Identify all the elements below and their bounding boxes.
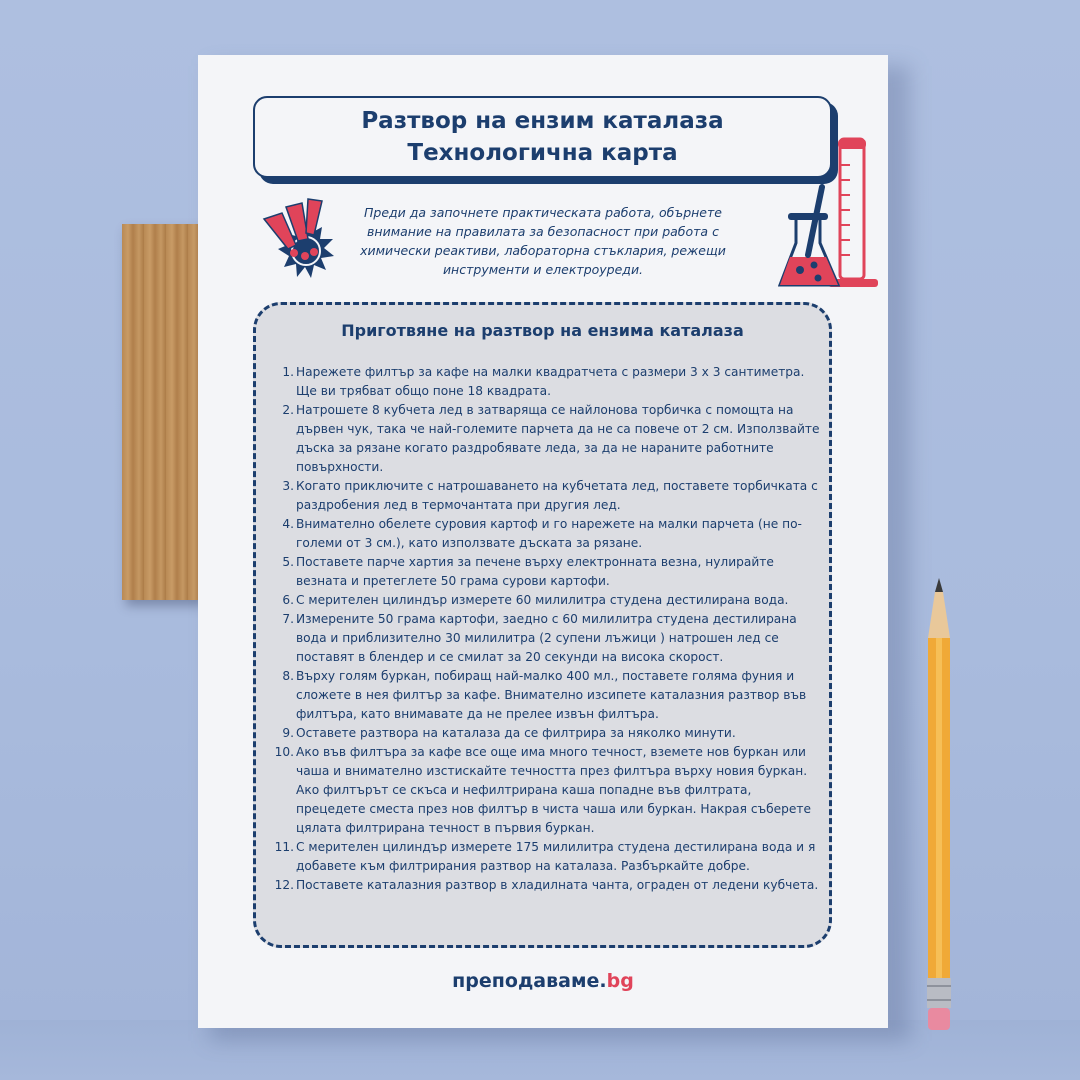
list-item <box>274 876 822 895</box>
list-item <box>274 363 822 401</box>
warning-burst-icon <box>256 195 356 295</box>
safety-intro: Преди да започнете практическата работа, обърнете внимание на правилата за безопасност при работа с химически реактиви, лабораторна стъклария, режещи инструменти и електроуреди. <box>360 205 726 277</box>
list-item <box>274 743 822 838</box>
step-number: 4. <box>282 517 294 531</box>
worksheet-page <box>198 55 888 1028</box>
step-text: Върху голям буркан, побиращ най-малко 400 мл., поставете голяма фуния и сложете в нея филтър за кафе. Внимателно изсипете каталазния разтвор във филтъра, като внимавате да не прелее извън филтъра. <box>296 669 807 721</box>
lab-glassware-icon <box>778 135 883 300</box>
brand-tld: bg <box>606 970 634 992</box>
procedure-steps <box>274 363 822 895</box>
step-text: Внимателно обелете суровия картоф и го нарежете на малки парчета (не по-големи от 3 см.), като използвате дъската за рязане. <box>296 517 802 550</box>
step-text: С мерителен цилиндър измерете 60 милилитра студена дестилирана вода. <box>296 593 789 607</box>
brand-logo <box>198 970 888 992</box>
step-text: Поставете каталазния разтвор в хладилната чанта, ограден от ледени кубчета. <box>296 878 819 892</box>
step-text: С мерителен цилиндър измерете 175 милилитра студена дестилирана вода и я добавете към филтрирания разтвор на каталаза. Разбъркайте добре. <box>296 840 816 873</box>
list-item <box>274 553 822 591</box>
step-number: 1. <box>282 365 294 379</box>
page-subtitle: Технологична карта <box>407 140 678 166</box>
step-number: 5. <box>282 555 294 569</box>
step-number: 9. <box>282 726 294 740</box>
list-item <box>274 667 822 724</box>
step-number: 2. <box>282 403 294 417</box>
step-text: Оставете разтвора на каталаза да се филтрира за няколко минути. <box>296 726 736 740</box>
pencil-icon <box>924 578 954 1033</box>
page-title: Разтвор на ензим каталаза <box>361 108 724 134</box>
list-item <box>274 515 822 553</box>
brand-name: преподаваме. <box>452 970 607 992</box>
step-text: Ако във филтъра за кафе все още има много течност, вземете нов буркан или чаша и внимателно изстискайте течността през филтъра върху новия буркан. Ако филтърът се скъса и нефилтрирана каша попадне във филтрата, прецедете сместа през нов филтър в чиста чаша или буркан. Накрая съберете цялата филтрирана течност в първия буркан. <box>296 745 811 835</box>
step-number: 10. <box>274 745 294 759</box>
list-item <box>274 591 822 610</box>
list-item <box>274 610 822 667</box>
step-text: Когато приключите с натрошаването на кубчетата лед, поставете торбичката с раздробения лед в термочантата при другия лед. <box>296 479 818 512</box>
step-text: Измерените 50 грама картофи, заедно с 60 милилитра студена дестилирана вода и приблизително 30 милилитра (2 супени лъжици ) натрошен лед се поставят в блендер и се смилат за 20 секунди на висока скорост. <box>296 612 797 664</box>
list-item <box>274 838 822 876</box>
step-number: 8. <box>282 669 294 683</box>
wooden-block <box>122 224 202 600</box>
title-box <box>253 96 832 178</box>
list-item <box>274 477 822 515</box>
step-number: 7. <box>282 612 294 626</box>
step-number: 3. <box>282 479 294 493</box>
step-number: 12. <box>274 878 294 892</box>
procedure-panel <box>253 302 832 948</box>
step-number: 6. <box>282 593 294 607</box>
procedure-title: Приготвяне на разтвор на ензима каталаза <box>341 321 744 340</box>
list-item <box>274 724 822 743</box>
list-item <box>274 401 822 477</box>
step-text: Поставете парче хартия за печене върху електронната везна, нулирайте везната и претеглете 50 грама сурови картофи. <box>296 555 774 588</box>
step-number: 11. <box>274 840 294 854</box>
step-text: Натрошете 8 кубчета лед в затваряща се найлонова торбичка с помощта на дървен чук, така че най-големите парчета да не са повече от 2 см. Използвайте дъска за рязане когато раздробявате леда, за да не нараните работните повърхности. <box>296 403 820 474</box>
step-text: Нарежете филтър за кафе на малки квадратчета с размери 3 х 3 сантиметра. Ще ви трябват общо поне 18 квадрата. <box>296 365 805 398</box>
